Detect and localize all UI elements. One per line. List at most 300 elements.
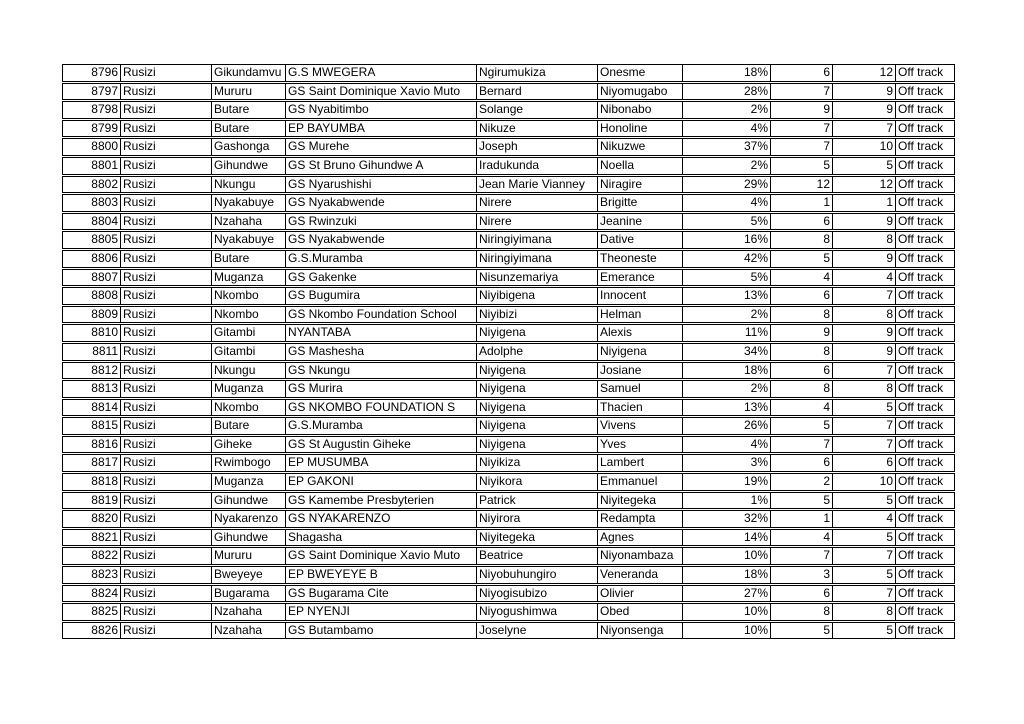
- cell-district: Rusizi: [120, 195, 211, 211]
- cell-percent: 29%: [682, 177, 770, 193]
- cell-metric1: 6: [770, 65, 832, 81]
- cell-school: GS Bugumira: [285, 288, 476, 304]
- cell-status: Off track: [895, 232, 954, 248]
- cell-metric2: 7: [832, 363, 895, 379]
- cell-name1: Niyirora: [476, 511, 597, 527]
- cell-district: Rusizi: [120, 251, 211, 267]
- cell-district: Rusizi: [120, 102, 211, 118]
- cell-sector: Bugarama: [211, 586, 285, 602]
- cell-school: GS Nkombo Foundation School: [285, 307, 476, 323]
- cell-district: Rusizi: [120, 493, 211, 509]
- cell-status: Off track: [895, 121, 954, 137]
- cell-id: 8803: [91, 195, 118, 210]
- cell-percent: 34%: [682, 344, 770, 360]
- table-row: [62, 64, 955, 82]
- cell-school: EP NYENJI: [285, 604, 476, 620]
- table-row: [62, 529, 955, 547]
- cell-name2: Veneranda: [597, 567, 682, 583]
- cell-school: GS Saint Dominique Xavio Muto: [285, 548, 476, 564]
- cell-name1: Niyigena: [476, 400, 597, 416]
- cell-percent: 10%: [682, 604, 770, 620]
- cell-sector: Muganza: [211, 270, 285, 286]
- cell-school: GS Saint Dominique Xavio Muto: [285, 84, 476, 100]
- cell-id: 8808: [91, 288, 118, 303]
- cell-id: 8825: [91, 604, 118, 619]
- cell-metric2: 7: [832, 548, 895, 564]
- cell-metric2: 9: [832, 102, 895, 118]
- cell-name1: Bernard: [476, 84, 597, 100]
- cell-metric2: 7: [832, 288, 895, 304]
- cell-district: Rusizi: [120, 381, 211, 397]
- cell-id: 8809: [91, 306, 118, 321]
- cell-name2: Niyomugabo: [597, 84, 682, 100]
- cell-district: Rusizi: [120, 139, 211, 155]
- cell-id: 8802: [91, 176, 118, 191]
- cell-id: 8796: [91, 65, 118, 79]
- cell-id: 8797: [91, 83, 118, 98]
- table-row: [62, 269, 955, 287]
- cell-metric1: 6: [770, 586, 832, 602]
- cell-sector: Butare: [211, 102, 285, 118]
- cell-status: Off track: [895, 511, 954, 527]
- cell-name2: Olivier: [597, 586, 682, 602]
- cell-percent: 10%: [682, 623, 770, 639]
- table-row: [62, 603, 955, 621]
- cell-name2: Nikuzwe: [597, 139, 682, 155]
- cell-sector: Mururu: [211, 548, 285, 564]
- cell-status: Off track: [895, 493, 954, 509]
- cell-metric2: 1: [832, 195, 895, 211]
- cell-district: Rusizi: [120, 177, 211, 193]
- cell-status: Off track: [895, 418, 954, 434]
- cell-id: 8810: [91, 325, 118, 340]
- cell-id: 8821: [91, 529, 118, 544]
- cell-name1: Niyigena: [476, 418, 597, 434]
- cell-status: Off track: [895, 363, 954, 379]
- cell-metric2: 12: [832, 177, 895, 193]
- cell-district: Rusizi: [120, 214, 211, 230]
- table-row: [62, 343, 955, 361]
- cell-sector: Gihundwe: [211, 493, 285, 509]
- cell-name2: Brigitte: [597, 195, 682, 211]
- cell-status: Off track: [895, 251, 954, 267]
- cell-metric1: 5: [770, 493, 832, 509]
- cell-id: 8819: [91, 492, 118, 507]
- cell-percent: 4%: [682, 121, 770, 137]
- cell-name2: Samuel: [597, 381, 682, 397]
- cell-school: GS NYAKARENZO: [285, 511, 476, 527]
- cell-name1: Nirere: [476, 195, 597, 211]
- cell-status: Off track: [895, 455, 954, 471]
- cell-sector: Rwimbogo: [211, 455, 285, 471]
- cell-school: GS Nyakabwende: [285, 195, 476, 211]
- cell-name1: Solange: [476, 102, 597, 118]
- cell-sector: Nyakabuye: [211, 232, 285, 248]
- cell-percent: 10%: [682, 548, 770, 564]
- cell-percent: 3%: [682, 455, 770, 471]
- cell-district: Rusizi: [120, 567, 211, 583]
- cell-school: NYANTABA: [285, 325, 476, 341]
- cell-status: Off track: [895, 437, 954, 453]
- cell-name1: Niyigena: [476, 325, 597, 341]
- cell-name2: Niragire: [597, 177, 682, 193]
- cell-id: 8812: [91, 362, 118, 377]
- cell-district: Rusizi: [120, 121, 211, 137]
- cell-district: Rusizi: [120, 530, 211, 546]
- cell-sector: Bweyeye: [211, 567, 285, 583]
- cell-name1: Niringiyimana: [476, 251, 597, 267]
- cell-percent: 1%: [682, 493, 770, 509]
- table-row: [62, 492, 955, 510]
- cell-status: Off track: [895, 623, 954, 639]
- cell-name1: Beatrice: [476, 548, 597, 564]
- cell-name2: Honoline: [597, 121, 682, 137]
- data-table: [62, 64, 955, 640]
- table-row: [62, 585, 955, 603]
- cell-metric1: 3: [770, 567, 832, 583]
- cell-name2: Noella: [597, 158, 682, 174]
- cell-metric2: 4: [832, 511, 895, 527]
- cell-sector: Butare: [211, 418, 285, 434]
- cell-metric2: 10: [832, 474, 895, 490]
- cell-name1: Niringiyimana: [476, 232, 597, 248]
- cell-sector: Gihundwe: [211, 530, 285, 546]
- cell-school: GS St Bruno Gihundwe A: [285, 158, 476, 174]
- table-row: [62, 399, 955, 417]
- cell-name1: Niyigena: [476, 437, 597, 453]
- cell-status: Off track: [895, 102, 954, 118]
- cell-school: GS Murehe: [285, 139, 476, 155]
- cell-id: 8807: [91, 269, 118, 284]
- cell-metric1: 6: [770, 288, 832, 304]
- cell-metric1: 7: [770, 139, 832, 155]
- cell-district: Rusizi: [120, 158, 211, 174]
- cell-district: Rusizi: [120, 270, 211, 286]
- cell-school: GS St Augustin Giheke: [285, 437, 476, 453]
- cell-percent: 2%: [682, 158, 770, 174]
- cell-sector: Gitambi: [211, 325, 285, 341]
- cell-id: 8817: [91, 455, 118, 470]
- cell-percent: 14%: [682, 530, 770, 546]
- cell-name1: Patrick: [476, 493, 597, 509]
- cell-metric2: 10: [832, 139, 895, 155]
- table-row: [62, 120, 955, 138]
- cell-name2: Innocent: [597, 288, 682, 304]
- cell-metric1: 9: [770, 325, 832, 341]
- cell-id: 8811: [92, 343, 118, 358]
- cell-metric2: 7: [832, 437, 895, 453]
- cell-district: Rusizi: [120, 604, 211, 620]
- cell-name1: Niyikora: [476, 474, 597, 490]
- cell-name2: Lambert: [597, 455, 682, 471]
- cell-sector: Nzahaha: [211, 604, 285, 620]
- cell-sector: Butare: [211, 121, 285, 137]
- cell-name2: Emmanuel: [597, 474, 682, 490]
- cell-id: 8813: [91, 381, 118, 396]
- cell-name1: Iradukunda: [476, 158, 597, 174]
- cell-metric1: 5: [770, 418, 832, 434]
- cell-name2: Niyitegeka: [597, 493, 682, 509]
- cell-school: GS Butambamo: [285, 623, 476, 639]
- cell-status: Off track: [895, 270, 954, 286]
- cell-id: 8800: [91, 139, 118, 154]
- cell-sector: Nkombo: [211, 400, 285, 416]
- cell-district: Rusizi: [120, 325, 211, 341]
- cell-metric2: 5: [832, 493, 895, 509]
- cell-metric2: 9: [832, 344, 895, 360]
- cell-name2: Emerance: [597, 270, 682, 286]
- cell-percent: 5%: [682, 214, 770, 230]
- cell-status: Off track: [895, 381, 954, 397]
- cell-percent: 4%: [682, 195, 770, 211]
- cell-percent: 37%: [682, 139, 770, 155]
- cell-school: GS NKOMBO FOUNDATION S: [285, 400, 476, 416]
- cell-percent: 2%: [682, 102, 770, 118]
- cell-metric2: 9: [832, 84, 895, 100]
- cell-sector: Nkombo: [211, 307, 285, 323]
- cell-metric2: 7: [832, 418, 895, 434]
- table-row: [62, 473, 955, 491]
- cell-name1: Niyogushimwa: [476, 604, 597, 620]
- table-row: [62, 231, 955, 249]
- cell-metric1: 2: [770, 474, 832, 490]
- table-row: [62, 138, 955, 156]
- cell-metric1: 12: [770, 177, 832, 193]
- cell-metric2: 9: [832, 251, 895, 267]
- cell-sector: Mururu: [211, 84, 285, 100]
- cell-name1: Nikuze: [476, 121, 597, 137]
- cell-status: Off track: [895, 530, 954, 546]
- cell-district: Rusizi: [120, 418, 211, 434]
- cell-id: 8799: [91, 120, 118, 135]
- cell-name1: Adolphe: [476, 344, 597, 360]
- cell-sector: Butare: [211, 251, 285, 267]
- cell-sector: Nzahaha: [211, 214, 285, 230]
- cell-district: Rusizi: [120, 65, 211, 81]
- cell-name2: Obed: [597, 604, 682, 620]
- cell-id: 8822: [91, 548, 118, 563]
- cell-id: 8806: [91, 250, 118, 265]
- table-row: [62, 101, 955, 119]
- cell-metric1: 8: [770, 344, 832, 360]
- cell-metric1: 4: [770, 530, 832, 546]
- table-row: [62, 157, 955, 175]
- cell-district: Rusizi: [120, 586, 211, 602]
- cell-name1: Joseph: [476, 139, 597, 155]
- cell-sector: Muganza: [211, 474, 285, 490]
- table-row: [62, 213, 955, 231]
- cell-id: 8815: [91, 418, 118, 433]
- cell-percent: 27%: [682, 586, 770, 602]
- cell-percent: 13%: [682, 400, 770, 416]
- cell-metric1: 1: [770, 511, 832, 527]
- cell-metric2: 8: [832, 232, 895, 248]
- cell-percent: 13%: [682, 288, 770, 304]
- cell-metric2: 5: [832, 158, 895, 174]
- cell-district: Rusizi: [120, 455, 211, 471]
- table-row: [62, 547, 955, 565]
- cell-metric2: 4: [832, 270, 895, 286]
- cell-district: Rusizi: [120, 363, 211, 379]
- cell-district: Rusizi: [120, 84, 211, 100]
- cell-name1: Ngirumukiza: [476, 65, 597, 81]
- cell-sector: Gitambi: [211, 344, 285, 360]
- cell-sector: Gikundamvu: [211, 65, 285, 81]
- cell-metric1: 8: [770, 604, 832, 620]
- cell-district: Rusizi: [120, 511, 211, 527]
- cell-name1: Niyibigena: [476, 288, 597, 304]
- cell-metric1: 9: [770, 102, 832, 118]
- cell-sector: Nzahaha: [211, 623, 285, 639]
- cell-id: 8816: [91, 436, 118, 451]
- cell-status: Off track: [895, 158, 954, 174]
- cell-id: 8820: [91, 511, 118, 526]
- cell-id: 8823: [91, 567, 118, 582]
- cell-sector: Nkungu: [211, 363, 285, 379]
- cell-percent: 28%: [682, 84, 770, 100]
- cell-school: Shagasha: [285, 530, 476, 546]
- cell-district: Rusizi: [120, 232, 211, 248]
- cell-id: 8805: [91, 232, 118, 247]
- cell-name2: Theoneste: [597, 251, 682, 267]
- table-row: [62, 566, 955, 584]
- cell-name2: Onesme: [597, 65, 682, 81]
- cell-school: GS Bugarama Cite: [285, 586, 476, 602]
- cell-status: Off track: [895, 288, 954, 304]
- table-row: [62, 622, 955, 640]
- cell-district: Rusizi: [120, 400, 211, 416]
- cell-id: 8818: [91, 474, 118, 489]
- cell-status: Off track: [895, 139, 954, 155]
- cell-status: Off track: [895, 65, 954, 81]
- cell-status: Off track: [895, 604, 954, 620]
- cell-school: EP BAYUMBA: [285, 121, 476, 137]
- cell-name1: Nirere: [476, 214, 597, 230]
- cell-sector: Muganza: [211, 381, 285, 397]
- cell-name2: Josiane: [597, 363, 682, 379]
- cell-metric2: 8: [832, 307, 895, 323]
- cell-percent: 2%: [682, 381, 770, 397]
- cell-status: Off track: [895, 195, 954, 211]
- cell-name2: Nibonabo: [597, 102, 682, 118]
- table-row: [62, 436, 955, 454]
- cell-name1: Niyitegeka: [476, 530, 597, 546]
- cell-metric2: 9: [832, 214, 895, 230]
- cell-status: Off track: [895, 586, 954, 602]
- cell-metric1: 6: [770, 455, 832, 471]
- cell-metric2: 5: [832, 567, 895, 583]
- cell-name1: Niyigena: [476, 381, 597, 397]
- cell-metric2: 8: [832, 381, 895, 397]
- cell-district: Rusizi: [120, 548, 211, 564]
- cell-name1: Nisunzemariya: [476, 270, 597, 286]
- cell-percent: 16%: [682, 232, 770, 248]
- cell-name2: Dative: [597, 232, 682, 248]
- table-row: [62, 83, 955, 101]
- cell-school: GS Nyakabwende: [285, 232, 476, 248]
- cell-metric2: 7: [832, 586, 895, 602]
- cell-metric2: 9: [832, 325, 895, 341]
- cell-metric1: 5: [770, 251, 832, 267]
- cell-name2: Thacien: [597, 400, 682, 416]
- cell-name1: Niyibizi: [476, 307, 597, 323]
- table-row: [62, 510, 955, 528]
- cell-percent: 2%: [682, 307, 770, 323]
- cell-metric2: 5: [832, 400, 895, 416]
- cell-school: GS Rwinzuki: [285, 214, 476, 230]
- cell-school: EP MUSUMBA: [285, 455, 476, 471]
- table-row: [62, 194, 955, 212]
- cell-district: Rusizi: [120, 437, 211, 453]
- cell-metric1: 6: [770, 363, 832, 379]
- cell-school: GS Nyarushishi: [285, 177, 476, 193]
- cell-metric2: 7: [832, 121, 895, 137]
- cell-name1: Niyobuhungiro: [476, 567, 597, 583]
- cell-school: GS Mashesha: [285, 344, 476, 360]
- cell-metric1: 6: [770, 214, 832, 230]
- cell-metric1: 8: [770, 232, 832, 248]
- cell-school: G.S MWEGERA: [285, 65, 476, 81]
- cell-school: EP GAKONI: [285, 474, 476, 490]
- cell-sector: Nkungu: [211, 177, 285, 193]
- cell-status: Off track: [895, 177, 954, 193]
- cell-id: 8804: [91, 213, 118, 228]
- cell-percent: 18%: [682, 567, 770, 583]
- cell-district: Rusizi: [120, 474, 211, 490]
- cell-school: EP BWEYEYE B: [285, 567, 476, 583]
- cell-percent: 19%: [682, 474, 770, 490]
- cell-name2: Redampta: [597, 511, 682, 527]
- cell-metric1: 7: [770, 121, 832, 137]
- cell-status: Off track: [895, 344, 954, 360]
- table-row: [62, 380, 955, 398]
- cell-percent: 18%: [682, 363, 770, 379]
- cell-metric1: 8: [770, 381, 832, 397]
- cell-percent: 5%: [682, 270, 770, 286]
- cell-id: 8798: [91, 102, 118, 117]
- cell-name2: Vivens: [597, 418, 682, 434]
- cell-sector: Gashonga: [211, 139, 285, 155]
- cell-metric1: 4: [770, 400, 832, 416]
- cell-name1: Niyigena: [476, 363, 597, 379]
- table-row: [62, 362, 955, 380]
- cell-metric1: 4: [770, 270, 832, 286]
- cell-percent: 26%: [682, 418, 770, 434]
- cell-metric1: 1: [770, 195, 832, 211]
- cell-metric2: 5: [832, 623, 895, 639]
- cell-name2: Niyigena: [597, 344, 682, 360]
- cell-id: 8824: [91, 585, 118, 600]
- cell-status: Off track: [895, 84, 954, 100]
- cell-district: Rusizi: [120, 288, 211, 304]
- table-row: [62, 287, 955, 305]
- cell-metric2: 8: [832, 604, 895, 620]
- table-row: [62, 250, 955, 268]
- cell-status: Off track: [895, 567, 954, 583]
- cell-metric1: 7: [770, 84, 832, 100]
- cell-metric1: 5: [770, 623, 832, 639]
- cell-percent: 11%: [682, 325, 770, 341]
- cell-percent: 42%: [682, 251, 770, 267]
- cell-name1: Jean Marie Vianney: [476, 177, 597, 193]
- cell-sector: Giheke: [211, 437, 285, 453]
- cell-name2: Alexis: [597, 325, 682, 341]
- cell-school: GS Gakenke: [285, 270, 476, 286]
- cell-id: 8801: [91, 157, 118, 172]
- cell-school: GS Murira: [285, 381, 476, 397]
- cell-name1: Joselyne: [476, 623, 597, 639]
- table-row: [62, 417, 955, 435]
